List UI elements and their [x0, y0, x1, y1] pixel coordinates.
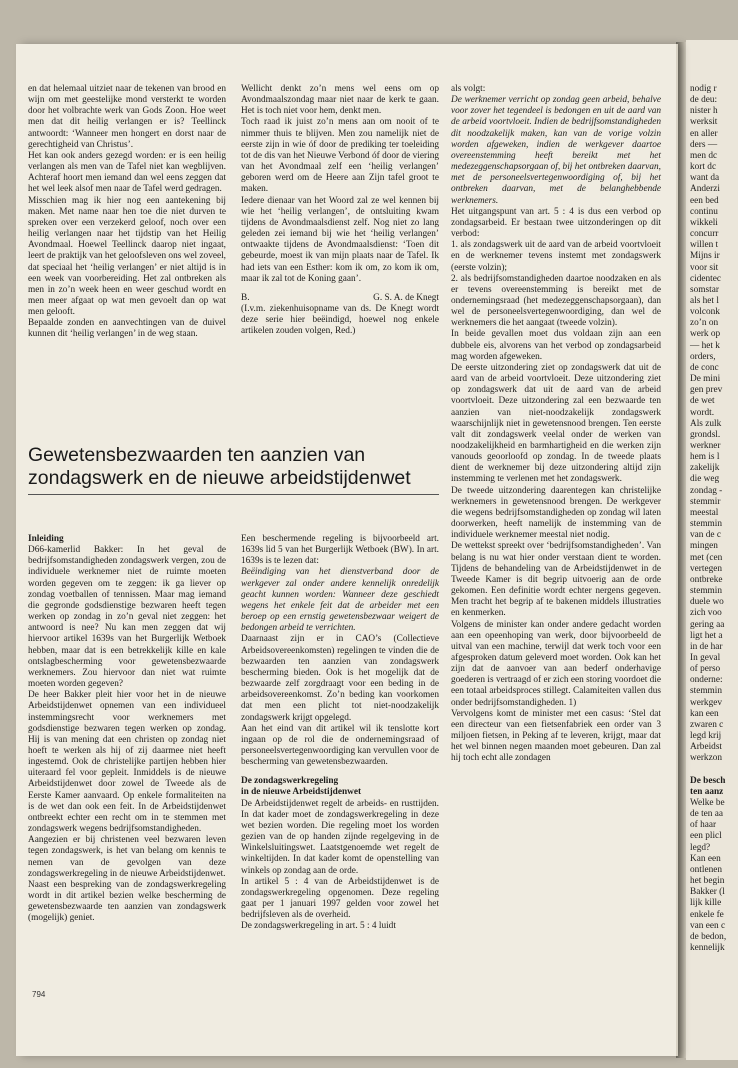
- paragraph: Aangezien er bij christenen veel bezwaren leven tegen zondagswerk, is het van belang om kennis te nemen van de gevolgen van deze zondagswerkregeling in de nieuwe Arbeidstijdenwet.: [28, 835, 226, 879]
- fragment-line: lijk kille: [690, 898, 722, 909]
- article-column-3: [451, 84, 661, 765]
- fragment-line: ontbreke: [690, 574, 723, 585]
- fragment-line: Welke be: [690, 798, 725, 808]
- fragment-line: stemmin: [690, 686, 723, 697]
- fragment-line: de conc: [690, 362, 719, 373]
- paragraph: als volgt:: [451, 84, 486, 94]
- fragment-line: Bakker (l: [690, 887, 725, 898]
- section-heading: in de nieuwe Arbeidstijdenwet: [241, 787, 362, 798]
- fragment-line: de ten aa: [690, 809, 724, 820]
- fragment-line: zwaren c: [690, 719, 724, 730]
- fragment-line: zo’n on: [690, 318, 719, 329]
- fragment-line: in de har: [690, 641, 723, 652]
- paragraph: De Arbeidstijdenwet regelt de arbeids- en rusttijden. In dat kader moet de zondagswerkregeling in deze wet bezien worden. Die regeling moet los worden gezien van de op handen zijnde regelgeving in de Winkelsluitingswet. Laatstgenoemde wet regelt de winkeltijden. In dat kader komt de openstelling van winkels op zondag aan de orde.: [241, 798, 439, 876]
- fragment-line: — het k: [690, 340, 720, 351]
- paragraph: De wettekst spreekt over ‘bedrijfsomstandigheden’. Van belang is nu wat hier onder verstaan dient te worden. Tijdens de behandeling van de Arbeidstijdenwet in de Tweede Kamer is dit begrip uitvoerig aan de orde gekomen. Een definitie wordt echter nergens gegeven. Men tracht het begrip af te bakenen middels illustraties en kenmerken.: [451, 541, 661, 619]
- fragment-line: stemmin: [690, 519, 723, 530]
- fragment-line: volconk: [690, 307, 720, 318]
- fragment-line: De besch: [690, 775, 726, 786]
- headline-rule: [28, 494, 439, 495]
- next-page-column: [690, 84, 738, 954]
- fragment-line: Kan een: [690, 853, 721, 864]
- paragraph: Toch raad ik juist zo’n mens aan om nooit of te nimmer thuis te blijven. Men zou namelijk niet de eerste zijn in wie óf door de prediking ter toeleiding tot de dis van het Nieuwe Verbond óf door de viering van het Avondmaal zelf een ‘heilig verlangen’ geboren werd om de Heere aan Zijn tafel groot te maken.: [241, 117, 439, 195]
- fragment-line: grondsl.: [690, 429, 721, 440]
- fragment-line: stemmir: [690, 496, 721, 507]
- fragment-line: en aller: [690, 128, 718, 139]
- fragment-line: of perso: [690, 664, 721, 675]
- fragment-line: legd krij: [690, 731, 722, 742]
- fragment-line: wikkeli: [690, 217, 718, 228]
- paragraph: Iedere dienaar van het Woord zal ze wel kennen bij wie het ‘heilig verlangen’, de ontsluiting kwam tijdens de Avondmaalsdienst zelf. Nog niet zo lang geleden zei iemand bij wie het ‘heilig verlangen’ ontwaakte tijdens de Avondmaalsdienst: ‘Toen dit gebeurde, moest ik van mijn plaats naar de Tafel. Ik had iets van een Esther: kom ik om, zo kom ik om, maar ik zal tot de Koning gaan’.: [241, 195, 439, 284]
- fragment-line: wordt.: [690, 407, 715, 418]
- author-signature: [241, 293, 439, 304]
- fragment-line: Anderzi: [690, 184, 720, 195]
- fragment-line: gen prev: [690, 385, 723, 396]
- signature-initial: B.: [241, 292, 250, 303]
- next-page-edge: [686, 40, 738, 1060]
- paragraph: 2. als bedrijfsomstandigheden daartoe noodzaken en als er tevens overeenstemming is bereikt met de ondernemingsraad (het medezeggenschapsorgaan), dan wel de personeelsvertegenwoordiging, dan wel de werknemers die het aangaat (tweede volzin).: [451, 273, 661, 329]
- magazine-page: [16, 44, 676, 1056]
- fragment-line: onderne:: [690, 675, 723, 686]
- fragment-line: duele wo: [690, 597, 724, 608]
- fragment-line: kort dc: [690, 162, 717, 173]
- fragment-line: zakelijk: [690, 463, 720, 474]
- paragraph: De heer Bakker pleit hier voor het in de nieuwe Arbeidstijdenwet opnemen van een individueel instemmingsrecht voor werknemers met godsdienstige bezwaren tegen werken op zondag. Hij is van mening dat een christen op zondag niet hoeft te werken als hij of zij daarmee niet heeft ingestemd. Ook de christelijke partijen hebben hier uiteraard fel voor gepleit. Inmiddels is de nieuwe Arbeidstijdenwet door zowel de Tweede als de Eerste Kamer aanvaard. Op enkele formaliteiten na is de wet dan ook een feit. In de Arbeidstijdenwet ontbreekt echter een recht om in te stemmen met zondagswerk wegens bedrijfsomstandigheden.: [28, 690, 226, 835]
- fragment-line: ligt het a: [690, 630, 723, 641]
- fragment-line: werkgev: [690, 697, 723, 708]
- fragment-line: die weg: [690, 474, 720, 485]
- paragraph: D66-kamerlid Bakker: In het geval de bedrijfsomstandigheden zondagswerk vergen, zou de individuele werknemer niet de ruimte moeten worden gegeven om te zeggen: ik ga liever op zondag voetballen of tennissen. Maar mag iemand die gegronde godsdienstige bezwaren heeft tegen werken op zondag in zo’n geval niet zeggen: het antwoord is nee? Nu kan men zeggen dat wij hiervoor artikel 1639s van het Burgerlijk Wetboek hebben, maar dat is een betrekkelijk kille en kale ontslagbescherming voor gewetensbezwaarde werknemers. Zou hiervoor dan niet wat ruimte moeten worden gegeven?: [28, 545, 226, 690]
- fragment-line: [690, 765, 738, 776]
- fragment-line: kan een: [690, 708, 719, 719]
- fragment-line: mingen: [690, 541, 718, 552]
- paragraph: De tweede uitzondering daarentegen kan christelijke werknemers in gewetensnood brengen. De werkgever die wegens bedrijfsomstandigheden op zondag wil laten doorwerken, heeft namelijk de instemming van de individuele werknemer meestal niet nodig.: [451, 485, 661, 541]
- paragraph: In artikel 5 : 4 van de Arbeidstijdenwet is de zondagswerkregeling opgenomen. Deze regeling gaat per 1 januari 1997 gelden voor zowel het bedrijfsleven als de overheid.: [241, 876, 439, 921]
- fragment-line: kennelijk: [690, 943, 725, 954]
- fragment-line: cidentec: [690, 273, 721, 284]
- paragraph: Het uitgangspunt van art. 5 : 4 is dus een verbod op zondagsarbeid. Er bestaan twee uitzonderingen op dit verbod:: [451, 206, 661, 240]
- fragment-line: het begin: [690, 876, 725, 887]
- fragment-line: nister h: [690, 106, 718, 117]
- paragraph: Aan het eind van dit artikel wil ik tenslotte kort ingaan op de rol die de ondernemingsraad of personeelsvertegenwoordiging kan vervullen voor de bescherming van gewetensbezwaarden.: [241, 723, 439, 768]
- article-column-2: [241, 534, 439, 932]
- fragment-line: meestal: [690, 507, 719, 518]
- paragraph: Volgens de minister kan onder andere gedacht worden aan een opeenhoping van werk, door bijvoorbeeld de uitval van een machine, terwijl dat werk toch voor een afgesproken datum geleverd moet worden. Ook kan het zijn dat de aanvoer van aan bederf onderhavige goederen is vertraagd of er zich een storing voordoet die een totaal arbeidsproces stillegt. Calamiteiten vallen dus onder bedrijfsomstandigheden. 1): [451, 619, 661, 708]
- fragment-line: werksit: [690, 117, 718, 128]
- paragraph: De zondagswerkregeling in art. 5 : 4 luidt: [241, 921, 396, 932]
- fragment-line: zondag -: [690, 485, 723, 496]
- fragment-line: Als zulk: [690, 418, 722, 429]
- paragraph: Het kan ook anders gezegd worden: er is een heilig verlangen als men van de Tafel niet kan wegblijven. Achteraf hoort men iemand dan wel eens zeggen dat het wel leek alsof men naar de Tafel werd gedragen.: [28, 150, 226, 195]
- paragraph: Misschien mag ik hier nog een aantekening bij maken. Met name naar hen toe die niet durven te spreken over een verzekerd geloof, noch over een heilig verlangen naar het tijdstip van het Heilig Avondmaal. Hoewel Teellinck daarop niet ingaat, leert de praktijk van het geloofsleven ons wel zoveel, dat speciaal het ‘heilig verlangen’ er niet altijd is in een week van voorbereiding. Het zal ontbreken als men in zo’n week heen en weer geschud wordt en men meer afgaat op wat men gevoelt dan op wat men gelooft.: [28, 195, 227, 318]
- fragment-line: een plicl: [690, 831, 722, 842]
- law-quote: De werknemer verricht op zondag geen arbeid, behalve voor zover het tegendeel is bedongen en uit de aard van de arbeid voortvloeit. Indien de bedrijfsomstandigheden dit noodzakelijk maken, kan van de vorige volzin worden afgeweken, indien de werkgever daartoe overeenstemming heeft bereikt met het medezeggenschapsorgaan of, bij het ontbreken daarvan, met de personeelsvertegenwoordiging of, bij het ontbreken daarvan, met de belanghebbende werknemers.: [451, 95, 661, 206]
- fragment-line: nodig r: [690, 84, 717, 94]
- fragment-line: men dc: [690, 150, 718, 161]
- article-column-1: [28, 534, 226, 924]
- fragment-line: legd?: [690, 842, 711, 853]
- paragraph: Wellicht denkt zo’n mens wel eens om op Avondmaalszondag maar niet naar de kerk te gaan. Het is toch niet voor hem, denkt men.: [241, 84, 439, 117]
- fragment-line: hem is l: [690, 452, 720, 463]
- previous-article-column-2: [241, 84, 439, 337]
- paragraph: Een beschermende regeling is bijvoorbeeld art. 1639s lid 5 van het Burgerlijk Wetboek (BW). In art. 1639s is te lezen dat:: [241, 534, 439, 567]
- fragment-line: werk op: [690, 329, 721, 340]
- fragment-line: continu: [690, 206, 718, 217]
- signature-author: G. S. A. de Knegt: [373, 292, 439, 303]
- fragment-line: de bedon,: [690, 931, 727, 942]
- fragment-line: gering aa: [690, 619, 725, 630]
- fragment-line: willen t: [690, 240, 719, 251]
- fragment-line: orders,: [690, 351, 716, 362]
- fragment-line: enkele fe: [690, 909, 724, 920]
- fragment-line: ten aanz: [690, 786, 724, 797]
- paragraph: In beide gevallen moet dus voldaan zijn aan een dubbele eis, alvorens van het verbod op zondagsarbeid mag worden afgeweken.: [451, 329, 661, 362]
- paragraph: Vervolgens komt de minister met een casus: ‘Stel dat een directeur van een fietsenfabriek een order van 3 miljoen fietsen, in Peking af te leveren, krijgt, maar dat het wel binnen negen maanden moet gebeuren. Dan zal hij toch echt alle zondagen: [451, 708, 661, 764]
- fragment-line: met (cen: [690, 552, 723, 563]
- section-heading: De zondagswerkregeling: [241, 776, 339, 787]
- article-headline: Gewetensbezwaarden ten aanzien van zondagswerk en de nieuwe arbeidstijdenwet: [28, 444, 411, 489]
- fragment-line: Arbeidst: [690, 742, 723, 753]
- paragraph: Daarnaast zijn er in CAO’s (Collectieve Arbeidsovereenkomsten) regelingen te vinden die de bezwaarden ten aanzien van zondagswerk bescherming bieden. Ook is het mogelijk dat de bezwaarde zelf zorgdraagt voor een beding in de arbeidsovereenkomst. Zo’n beding kan voorkomen dat men een plicht tot niet-noodzakelijk zondagswerk krijgt opgelegd.: [241, 634, 439, 723]
- fragment-line: want da: [690, 173, 720, 184]
- fragment-line: De mini: [690, 374, 721, 385]
- section-heading: Inleiding: [28, 534, 64, 544]
- fragment-line: werkzon: [690, 753, 723, 764]
- fragment-line: van een c: [690, 920, 726, 931]
- fragment-line: concurr: [690, 229, 719, 240]
- fragment-line: ders —: [690, 139, 718, 150]
- fragment-line: een bed: [690, 195, 719, 206]
- fragment-line: werkner: [690, 441, 721, 451]
- fragment-line: In geval: [690, 652, 721, 663]
- paragraph: De eerste uitzondering ziet op zondagswerk dat uit de aard van de arbeid voortvloeit. Deze uitzondering ziet op zondagswerk dat uit de aard van de arbeid voortvloeit. Deze uitzondering zal een bezwaarde ten aanzien van niet-noodzakelijk zondagswerk waarschijnlijk niet in gewetensnood brengen. Ten eerste valt dit zondagswerk veelal onder de werken van noodzakelijkheid en barmhartigheid en die werken zijn vanouds geoorloofd op zondag. In de tweede plaats dient de werknemer bij deze uitzondering altijd zijn instemming te verlenen met het zondagswerk.: [451, 362, 661, 485]
- paragraph: Naast een bespreking van de zondagswerkregeling wordt in dit artikel bezien welke bescherming de gewetensbezwaarde ten aanzien van zondagswerk (mogelijk) geniet.: [28, 879, 226, 924]
- fragment-line: de wet: [690, 396, 715, 407]
- fragment-line: of haar: [690, 820, 717, 831]
- fragment-line: Mijns ir: [690, 251, 720, 262]
- paragraph: en dat helemaal uitziet naar de tekenen van brood en wijn om met geestelijke mond versterkt te worden door het volbrachte werk van Gods Zoon. Hoe weet men dat dit heilig verlangen er is? Teellinck antwoordt: ‘Wanneer men hongert en dorst naar de gerechtigheid van Christus’.: [28, 84, 226, 150]
- fragment-line: ontlenen: [690, 864, 723, 875]
- fragment-line: stemmin: [690, 586, 723, 597]
- page-number: 794: [32, 990, 46, 999]
- fragment-line: somstar: [690, 284, 719, 295]
- fragment-line: zich voo: [690, 608, 722, 619]
- fragment-line: de deu:: [690, 95, 718, 106]
- paragraph: Bepaalde zonden en aanvechtingen van de duivel kunnen dit ‘heilig verlangen’ in de weg staan.: [28, 318, 226, 340]
- editorial-note: (I.v.m. ziekenhuisopname van ds. De Knegt wordt deze serie hier beëindigd, hoewel nog enkele artikelen zouden volgen, Red.): [241, 303, 439, 337]
- book-gutter: [676, 42, 686, 1058]
- fragment-line: vertegen: [690, 563, 723, 574]
- previous-article-column-1: [28, 84, 226, 341]
- law-quote: Beëindiging van het dienstverband door de werkgever zal onder andere kennelijk onredelijk geacht kunnen worden: Wanneer deze geschiedt wegens het enkele feit dat de arbeider met een beroep op een ernstig gewetensbezwaar weigert de bedongen arbeid te verrichten.: [241, 567, 439, 634]
- fragment-line: als het l: [690, 295, 719, 306]
- paragraph: 1. als zondagswerk uit de aard van de arbeid voortvloeit en de werknemer tevens instemt met zondagswerk (eerste volzin);: [451, 240, 661, 273]
- fragment-line: van de c: [690, 530, 721, 541]
- fragment-line: voor sit: [690, 262, 719, 273]
